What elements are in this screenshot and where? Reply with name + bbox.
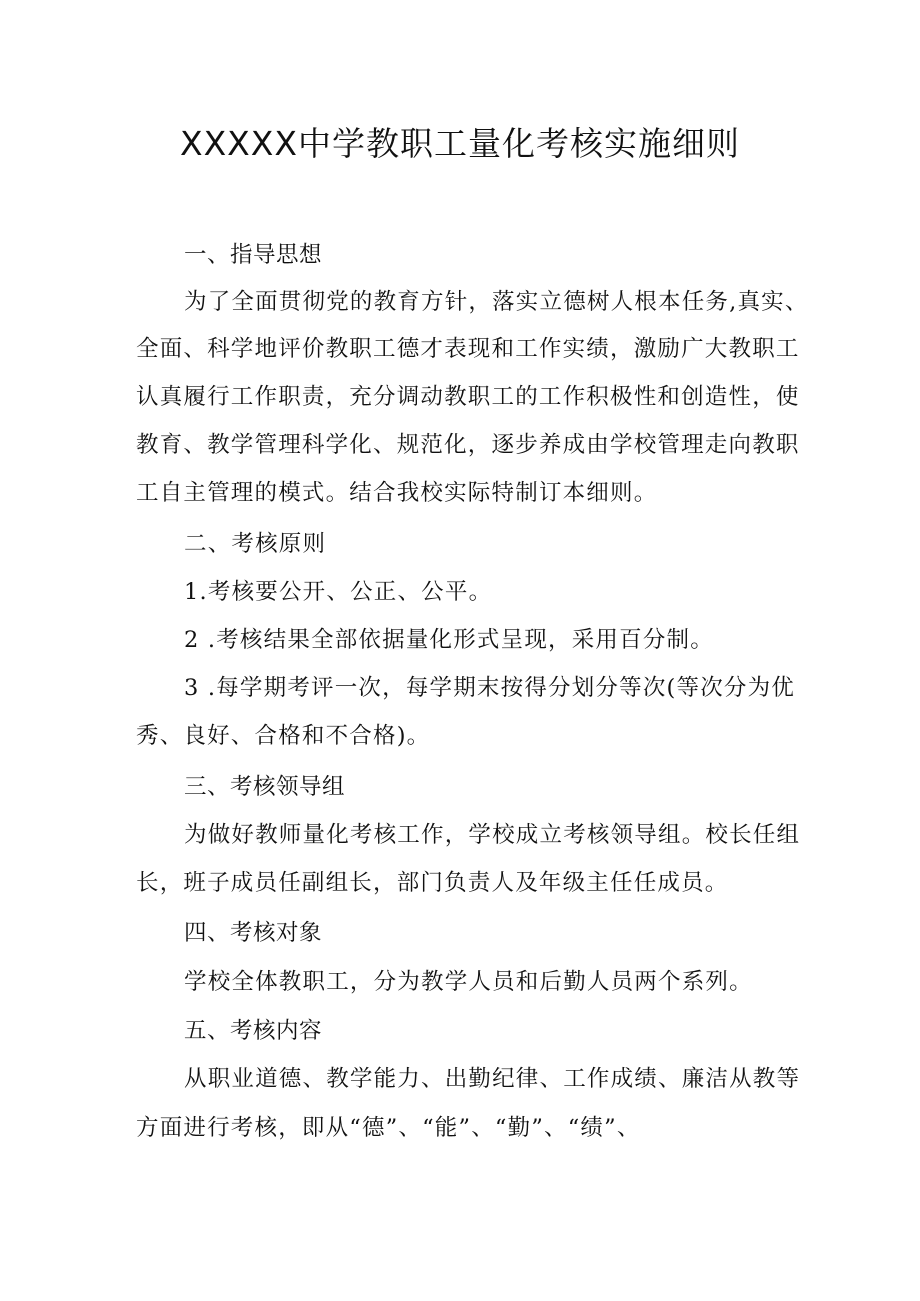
section-heading-leadership-group: 三、考核领导组 bbox=[184, 774, 346, 800]
list-item: 2 .考核结果全部依据量化形式呈现，采用百分制。 bbox=[184, 627, 714, 653]
paragraph-line: 秀、良好、合格和不合格)。 bbox=[136, 723, 431, 749]
document-title: XXXXX中学教职工量化考核实施细则 bbox=[179, 124, 741, 163]
list-item: 1.考核要公开、公正、公平。 bbox=[184, 579, 493, 605]
section-heading-assessment-content: 五、考核内容 bbox=[184, 1018, 323, 1044]
paragraph-line: 方面进行考核，即从“德”、“能”、“勤”、“绩”、 bbox=[136, 1115, 641, 1141]
paragraph-line: 全面、科学地评价教职工德才表现和工作实绩，激励广大教职工 bbox=[136, 336, 800, 362]
section-heading-assessment-principles: 二、考核原则 bbox=[184, 531, 327, 557]
paragraph-line: 学校全体教职工，分为教学人员和后勤人员两个系列。 bbox=[184, 969, 753, 995]
paragraph-line: 认真履行工作职责，充分调动教职工的工作积极性和创造性，使 bbox=[136, 384, 800, 410]
paragraph-line: 长，班子成员任副组长，部门负责人及年级主任任成员。 bbox=[136, 870, 729, 896]
section-heading-guiding-ideology: 一、指导思想 bbox=[184, 242, 323, 268]
paragraph-line: 教育、教学管理科学化、规范化，逐步养成由学校管理走向教职 bbox=[136, 432, 800, 458]
paragraph-line: 为了全面贯彻党的教育方针，落实立德树人根本任务,真实、 bbox=[184, 289, 809, 315]
list-item: 3 .每学期考评一次，每学期末按得分划分等次(等次分为优 bbox=[184, 675, 795, 701]
paragraph-line: 为做好教师量化考核工作，学校成立考核领导组。校长任组 bbox=[184, 822, 801, 848]
section-heading-assessment-targets: 四、考核对象 bbox=[184, 920, 323, 946]
paragraph-line: 工自主管理的模式。结合我校实际特制订本细则。 bbox=[136, 480, 658, 506]
paragraph-line: 从职业道德、教学能力、出勤纪律、工作成绩、廉洁从教等 bbox=[184, 1066, 801, 1092]
